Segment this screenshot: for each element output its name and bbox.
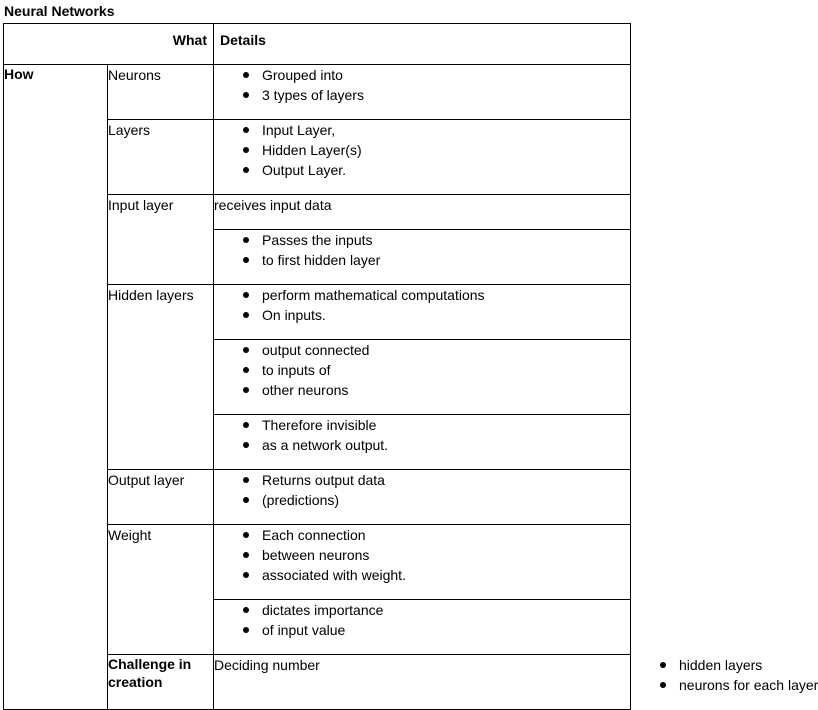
- topic-deciding: Deciding number: [214, 655, 631, 710]
- list-item: associated with weight.: [214, 565, 630, 585]
- topic-neurons: Neurons: [108, 65, 214, 120]
- topic-output-layer: Output layer: [108, 470, 214, 525]
- list-item: Grouped into: [214, 65, 630, 85]
- list-item: Output Layer.: [214, 160, 630, 180]
- topic-input-layer: Input layer: [108, 195, 214, 285]
- topic-layers: Layers: [108, 120, 214, 195]
- details-neurons: [214, 65, 631, 120]
- list-item: to first hidden layer: [214, 250, 630, 270]
- neural-networks-table: [3, 23, 818, 710]
- list-item: Hidden Layer(s): [214, 140, 630, 160]
- details-input-layer: [214, 230, 631, 285]
- list-item: neurons for each layer: [631, 675, 679, 695]
- what-header: What: [4, 24, 214, 65]
- details-header: Details: [214, 24, 631, 65]
- topic-hidden-layers: Hidden layers: [108, 285, 214, 470]
- list-item: Each connection: [214, 525, 630, 545]
- topic-weight: Weight: [108, 525, 214, 655]
- list-item: Input Layer,: [214, 120, 630, 140]
- document-title: Neural Networks: [4, 3, 115, 19]
- details-input-layer-text: receives input data: [214, 195, 631, 230]
- details-output-layer: [214, 470, 631, 525]
- list-item: between neurons: [214, 545, 630, 565]
- list-item: dictates importance: [214, 600, 630, 620]
- list-item: 3 types of layers: [214, 85, 630, 105]
- list-item: On inputs.: [214, 305, 630, 325]
- details-hidden-3: [214, 415, 631, 470]
- details-hidden-1: [214, 285, 631, 340]
- list-item: to inputs of: [214, 360, 630, 380]
- list-item: Passes the inputs: [214, 230, 630, 250]
- section-challenge: Challenge in creation: [108, 655, 214, 710]
- table-row: [4, 65, 631, 120]
- list-item: output connected: [214, 340, 630, 360]
- list-item: of input value: [214, 620, 630, 640]
- header-row: [4, 24, 631, 65]
- list-item: perform mathematical computations: [214, 285, 630, 305]
- details-layers: [214, 120, 631, 195]
- list-item: Therefore invisible: [214, 415, 630, 435]
- list-item: (predictions): [214, 490, 630, 510]
- list-item: Returns output data: [214, 470, 630, 490]
- list-item: hidden layers: [631, 655, 679, 675]
- details-weight-1: [214, 525, 631, 600]
- details-hidden-2: [214, 340, 631, 415]
- list-item: other neurons: [214, 380, 630, 400]
- section-how: How: [4, 65, 108, 710]
- list-item: as a network output.: [214, 435, 630, 455]
- details-weight-2: [214, 600, 631, 655]
